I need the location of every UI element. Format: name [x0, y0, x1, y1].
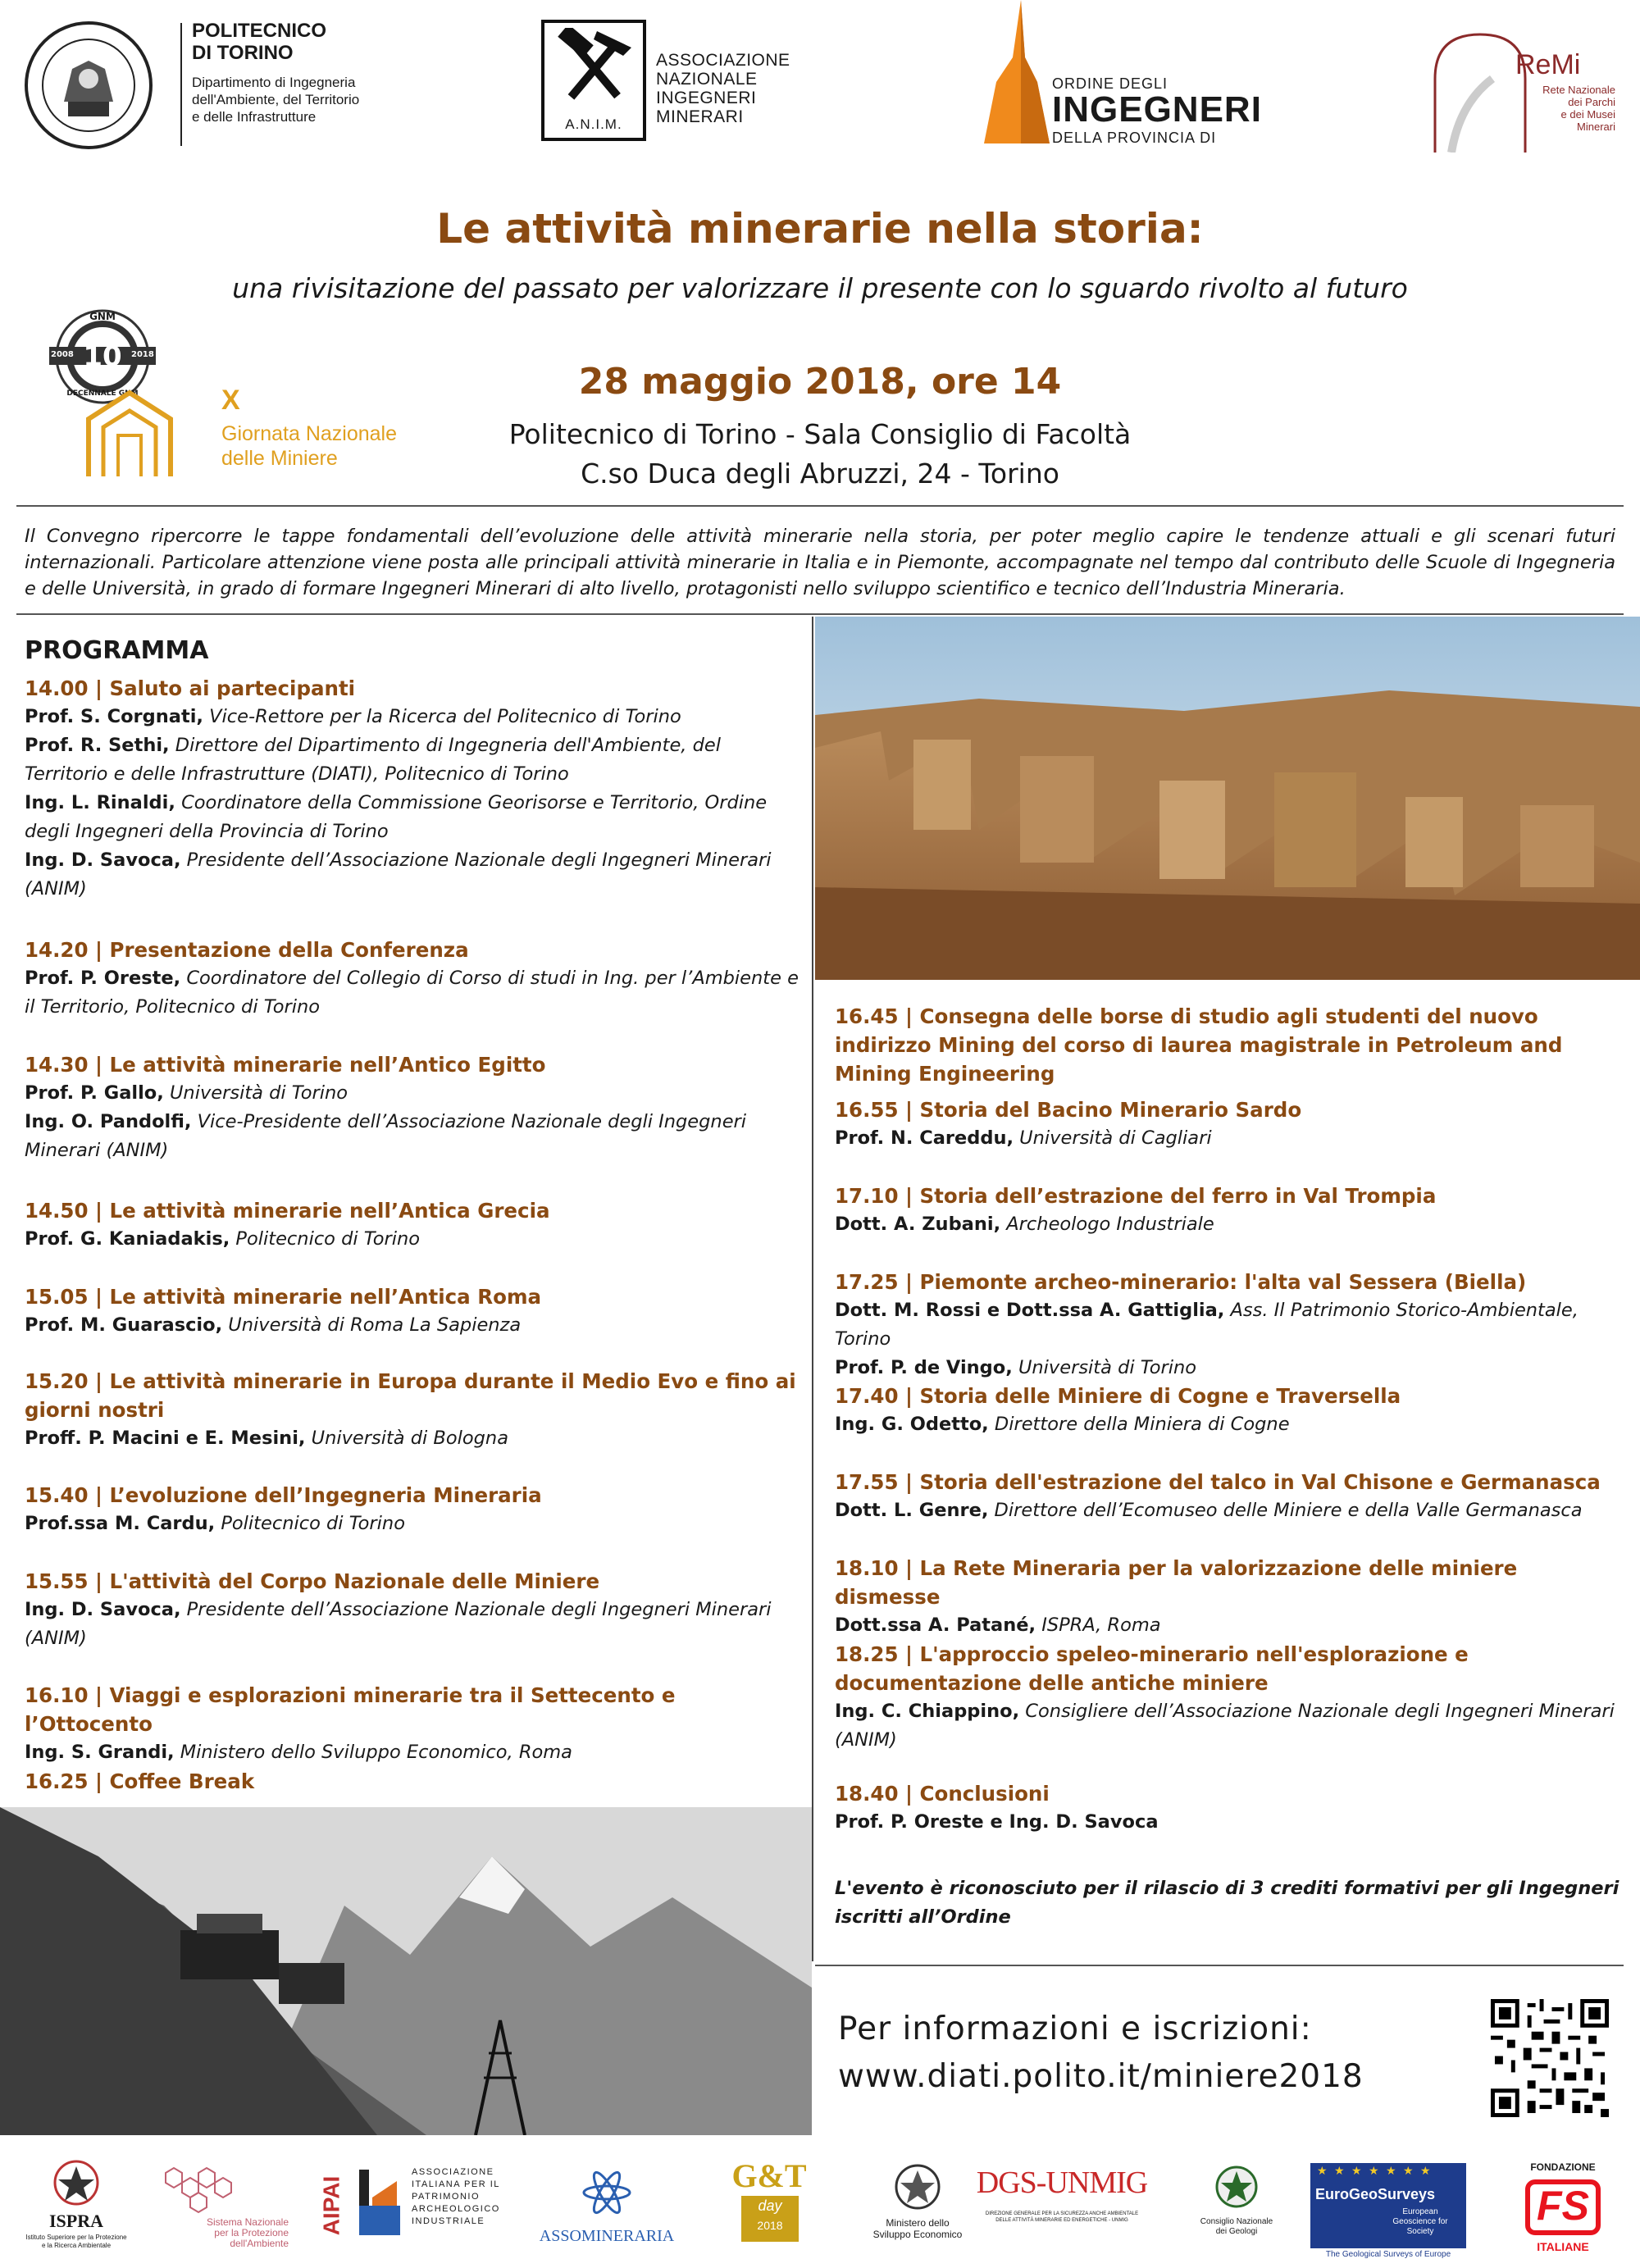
program-speaker: [25, 789, 804, 846]
program-item-title: 15.05 | Le attività minerarie nell’Antica Roma: [25, 1285, 542, 1309]
speaker-role: Coordinatore del Collegio di Corso di studi in Ing. per l’Ambiente e il Territorio, Politecnico di Torino: [25, 968, 799, 1018]
egs-tagline: The Geological Surveys of Europe: [1325, 2250, 1451, 2259]
anim-badge-label: A.N.I.M.: [565, 116, 622, 132]
egs-name: EuroGeoSurveys: [1315, 2186, 1436, 2202]
program-speaker: [835, 1124, 1622, 1153]
program-item-title: 17.25 | Piemonte archeo-minerario: l'alta val Sessera (Biella): [835, 1270, 1527, 1294]
gnm-roman: X: [221, 385, 240, 416]
qr-code-icon[interactable]: [1491, 1999, 1609, 2117]
gnm-year-right: 2018: [131, 350, 154, 359]
ispra-subtitle: Istituto Superiore per la Protezione e la Ricerca Ambientale: [25, 2234, 127, 2249]
speaker-name: Ing. L. Rinaldi,: [25, 792, 175, 813]
program-speaker: [25, 703, 804, 731]
event-address: C.so Duca degli Abruzzi, 24 - Torino: [581, 458, 1059, 490]
speaker-role: Università di Torino: [1012, 1357, 1197, 1378]
republic-emblem-icon: [894, 2163, 941, 2211]
polito-seal-icon: [23, 20, 154, 151]
program-speaker: [25, 1738, 804, 1767]
ordine-line1: ORDINE DEGLI: [1052, 75, 1168, 92]
program-speaker: [25, 1510, 804, 1538]
remi-name: ReMi: [1515, 49, 1581, 80]
assomineraria-logo: [533, 2168, 681, 2258]
anim-badge: [541, 20, 646, 141]
program-item-title: 15.20 | Le attività minerarie in Europa durante il Medio Evo e fino ai giorni nostri: [25, 1369, 796, 1422]
gnm-ring-subtitle: DECENNALE GNM: [66, 389, 139, 398]
egs-stars: ★ ★ ★ ★ ★ ★ ★: [1317, 2165, 1433, 2178]
speaker-role: Coordinatore della Commissione Georisorse e Territorio, Ordine degli Ingegneri della Provincia di Torino: [25, 792, 768, 842]
speaker-name: Prof. N. Careddu,: [835, 1127, 1014, 1149]
speaker-role: Politecnico di Torino: [215, 1513, 405, 1534]
page-title: Le attività minerarie nella storia:: [436, 205, 1204, 253]
speaker-name: Ing. O. Pandolfi,: [25, 1111, 192, 1132]
program-speaker: [835, 1697, 1622, 1755]
program-item: [25, 1767, 804, 1796]
gt-year: 2018: [757, 2219, 783, 2232]
program-item: [25, 1196, 804, 1254]
program-item: [25, 936, 804, 1022]
program-item-title: 16.45 | Consegna delle borse di studio agli studenti del nuovo indirizzo Mining del corso di laurea magistrale in Petroleum and Mining Engineering: [835, 1004, 1563, 1086]
program-item: [835, 1382, 1622, 1439]
program-item: [25, 1282, 804, 1340]
speaker-role: Università di Roma La Sapienza: [222, 1314, 522, 1336]
mountain-mine-photo: [0, 1807, 812, 2135]
speaker-role: Consigliere dell’Associazione Nazionale degli Ingegneri Minerari (ANIM): [835, 1701, 1615, 1751]
speaker-role: Ass. Il Patrimonio Storico-Ambientale, Torino: [835, 1300, 1578, 1350]
program-speaker: [835, 1808, 1622, 1837]
program-item-title: 14.00 | Saluto ai partecipanti: [25, 676, 356, 700]
program-speaker: [25, 731, 804, 789]
program-item: [25, 1481, 804, 1538]
program-speaker: [835, 1611, 1622, 1640]
program-item: [835, 1182, 1622, 1239]
program-item-title: 16.10 | Viaggi e esplorazioni minerarie tra il Settecento e l’Ottocento: [25, 1683, 676, 1736]
speaker-role: Ministero dello Sviluppo Economico, Roma: [174, 1742, 572, 1763]
eurogeosurveys-logo: [1310, 2156, 1466, 2268]
anim-name: ASSOCIAZIONE NAZIONALE INGEGNERI MINERARI: [656, 51, 790, 126]
speaker-role: ISPRA, Roma: [1036, 1614, 1161, 1636]
program-item-title: 15.40 | L’evoluzione dell’Ingegneria Mineraria: [25, 1483, 542, 1507]
speaker-name: Ing. D. Savoca,: [25, 849, 181, 871]
speaker-name: Prof. M. Guarascio,: [25, 1314, 223, 1336]
program-speaker: [25, 1424, 804, 1453]
divider-top: [16, 505, 1624, 507]
program-item-title: 14.30 | Le attività minerarie nell’Antico Egitto: [25, 1053, 546, 1077]
program-item-title: 15.55 | L'attività del Corpo Nazionale delle Miniere: [25, 1569, 600, 1593]
program-speaker: [835, 1496, 1622, 1525]
program-item-title: 16.55 | Storia del Bacino Minerario Sardo: [835, 1098, 1302, 1122]
alpine-mine-image: [0, 1807, 812, 2135]
remi-arch-icon: [1427, 30, 1533, 153]
program-speaker: [25, 846, 804, 904]
speaker-name: Dott. L. Genre,: [835, 1500, 989, 1521]
program-item-title: 14.50 | Le attività minerarie nell’Antica Grecia: [25, 1199, 550, 1223]
hexagon-network-icon: [149, 2156, 256, 2222]
speaker-role: Università di Torino: [163, 1082, 348, 1104]
speaker-name: Prof.ssa M. Cardu,: [25, 1513, 216, 1534]
mole-antonelliana-icon: [980, 0, 1054, 143]
speaker-role: Vice-Presidente dell’Associazione Nazionale degli Ingegneri Minerari (ANIM): [25, 1111, 747, 1161]
gnm-medal-number: 10: [83, 340, 122, 373]
info-title: Per informazioni e iscrizioni:: [838, 2011, 1312, 2047]
speaker-name: Ing. S. Grandi,: [25, 1742, 175, 1763]
program-item: [25, 1567, 804, 1653]
speaker-role: Politecnico di Torino: [230, 1228, 421, 1250]
speaker-name: Prof. R. Sethi,: [25, 735, 170, 756]
cng-logo: [1187, 2165, 1286, 2263]
speaker-role: Direttore della Miniera di Cogne: [988, 1414, 1290, 1435]
program-item: [835, 1468, 1622, 1525]
programma-heading: PROGRAMMA: [25, 636, 209, 665]
gt-sub: day: [758, 2197, 782, 2214]
gnm-ring-text: GNM: [89, 311, 116, 322]
fs-name: FS: [1537, 2183, 1589, 2229]
mine-headframe-icon: [72, 386, 187, 476]
polito-divider: [180, 23, 182, 146]
program-item: [835, 1095, 1622, 1153]
dgs-unmig-logo: [976, 2165, 1148, 2263]
speaker-name: Prof. P. Gallo,: [25, 1082, 164, 1104]
program-item: [25, 1050, 804, 1165]
gnm-line2: delle Miniere: [221, 447, 338, 470]
speaker-name: Prof. S. Corgnati,: [25, 706, 203, 727]
program-item: [835, 1268, 1622, 1382]
fs-top: FONDAZIONE: [1530, 2161, 1596, 2173]
mise-logo: [864, 2156, 971, 2263]
event-date: 28 maggio 2018, ore 14: [578, 361, 1062, 403]
dgs-subtitle: DIREZIONE GENERALE PER LA SICUREZZA ANCHE AMBIENTALE DELLE ATTIVITÀ MINERARIE ED ENERGETICHE - UNMIG: [985, 2211, 1139, 2223]
speaker-name: Ing. C. Chiappino,: [835, 1701, 1020, 1722]
speaker-name: Prof. G. Kaniadakis,: [25, 1228, 230, 1250]
gt-name: G&T: [731, 2157, 807, 2194]
credits-note: L'evento è riconosciuto per il rilascio di 3 crediti formativi per gli Ingegneri iscritti all’Ordine: [835, 1878, 1620, 1928]
snpa-logo: [141, 2156, 305, 2263]
speaker-name: Dott.ssa A. Patané,: [835, 1614, 1036, 1636]
info-url[interactable]: www.diati.polito.it/miniere2018: [838, 2058, 1364, 2095]
ordine-line3: DELLA PROVINCIA DI: [1052, 130, 1217, 146]
program-speaker: [25, 1079, 804, 1108]
gnm-line1: Giornata Nazionale: [221, 422, 398, 445]
gnm-logo: [49, 307, 410, 488]
mise-name: Ministero dello Sviluppo Economico: [872, 2217, 963, 2240]
italian-emblem-icon: [52, 2158, 101, 2207]
speaker-role: Vice-Rettore per la Ricerca del Politecnico di Torino: [203, 706, 681, 727]
column-divider: [812, 617, 813, 1961]
program-item-title: 18.10 | La Rete Mineraria per la valorizzazione delle miniere dismesse: [835, 1556, 1518, 1609]
program-item: [835, 1554, 1622, 1640]
program-item: [25, 674, 804, 904]
polito-department: Dipartimento di Ingegneria dell'Ambiente, del Territorio e delle Infrastrutture: [192, 75, 360, 125]
ruins-photo: [815, 617, 1640, 980]
page-subtitle: una rivisitazione del passato per valorizzare il presente con lo sguardo rivolto al futuro: [232, 272, 1408, 304]
program-item: [835, 1002, 1622, 1088]
aipai-name: AIPAI: [318, 2175, 344, 2236]
dgs-name: DGS-UNMIG: [976, 2166, 1148, 2200]
speaker-name: Proff. P. Macini e E. Mesini,: [25, 1428, 306, 1449]
program-speaker: [25, 1596, 804, 1653]
ordine-line2: INGEGNERI: [1052, 89, 1262, 130]
speaker-name: Ing. D. Savoca,: [25, 1599, 181, 1620]
program-item-title: 17.55 | Storia dell'estrazione del talco in Val Chisone e Germanasca: [835, 1470, 1601, 1494]
anim-logo: [541, 20, 790, 143]
program-speaker: [25, 964, 804, 1022]
speaker-role: Archeologo Industriale: [1000, 1214, 1214, 1235]
program-speaker: [835, 1210, 1622, 1239]
gt-day-logo: [728, 2156, 818, 2263]
program-item-title: 17.40 | Storia delle Miniere di Cogne e Traversella: [835, 1384, 1401, 1408]
program-speaker: [835, 1354, 1622, 1382]
snpa-name: Sistema Nazionale per la Protezione dell'Ambiente: [206, 2216, 289, 2249]
speaker-name: Dott. M. Rossi e Dott.ssa A. Gattiglia,: [835, 1300, 1225, 1321]
speaker-role: Direttore del Dipartimento di Ingegneria dell'Ambiente, del Territorio e delle Infrastrutture (DIATI), Politecnico di Torino: [25, 735, 721, 785]
event-venue: Politecnico di Torino - Sala Consiglio di Facoltà: [508, 418, 1132, 450]
speaker-name: Ing. G. Odetto,: [835, 1414, 989, 1435]
speaker-role: Università di Cagliari: [1014, 1127, 1212, 1149]
ordine-logo: [980, 0, 1275, 148]
speaker-name: Prof. P. de Vingo,: [835, 1357, 1013, 1378]
program-speaker: [25, 1225, 804, 1254]
divider-info: [815, 1965, 1624, 1966]
aipai-mark-icon: [356, 2165, 405, 2247]
ispra-logo: [15, 2156, 138, 2263]
program-item-title: 18.25 | L'approccio speleo-minerario nell'esplorazione e documentazione delle antiche miniere: [835, 1642, 1469, 1695]
program-item: [25, 1681, 804, 1767]
egs-description: European Geoscience for Society: [1392, 2207, 1448, 2236]
aipai-description: ASSOCIAZIONE ITALIANA PER IL PATRIMONIO ARCHEOLOGICO INDUSTRIALE: [412, 2167, 500, 2226]
gnm-year-left: 2008: [51, 350, 74, 359]
cng-name: Consiglio Nazionale dei Geologi: [1200, 2217, 1273, 2236]
program-speaker: [835, 1296, 1622, 1354]
intro-paragraph: Il Convegno ripercorre le tappe fondamentali dell’evoluzione delle attività minerarie nella storia, per poter meglio capire le tendenze attuali e gli scenari futuri internazionali. Particolare attenzione viene posta alle principali attività minerarie in Italia e in Piemonte, accompagnate nel tempo dal contributo delle Scuole di Ingegneria e delle Università, in grado di formare Ingegneri Minerari di alto livello, protagonisti nello sviluppo scientifico e tecnico dell’Industria Mineraria.: [25, 526, 1615, 599]
speaker-name: Dott. A. Zubani,: [835, 1214, 1001, 1235]
program-item-title: 18.40 | Conclusioni: [835, 1782, 1050, 1806]
ispra-name: ISPRA: [48, 2211, 103, 2231]
speaker-role: Presidente dell’Associazione Nazionale degli Ingegneri Minerari (ANIM): [25, 849, 772, 899]
program-speaker: [25, 1311, 804, 1340]
polito-logo: [23, 20, 367, 151]
speaker-role: Presidente dell’Associazione Nazionale degli Ingegneri Minerari (ANIM): [25, 1599, 772, 1649]
geologists-emblem-icon: [1215, 2165, 1258, 2209]
divider-intro: [16, 613, 1624, 615]
program-item: [835, 1779, 1622, 1837]
assomineraria-icon: [581, 2168, 633, 2217]
program-item-title: 16.25 | Coffee Break: [25, 1769, 255, 1793]
program-item-title: 14.20 | Presentazione della Conferenza: [25, 938, 469, 962]
remi-logo: [1427, 30, 1624, 153]
sponsor-strip: [0, 2156, 1640, 2268]
fs-logo: [1506, 2161, 1620, 2265]
hammer-pick-icon: [553, 28, 635, 110]
ancient-mine-ruins-image: [815, 617, 1640, 980]
fs-bottom: ITALIANE: [1537, 2240, 1589, 2253]
speaker-name: Prof. P. Oreste,: [25, 968, 181, 989]
polito-name: POLITECNICO DI TORINO: [192, 20, 327, 64]
speaker-name: Prof. P. Oreste e Ing. D. Savoca: [835, 1811, 1159, 1833]
remi-description: Rete Nazionale dei Parchi e dei Musei Minerari: [1542, 84, 1615, 133]
speaker-role: Direttore dell’Ecomuseo delle Miniere e della Valle Germanasca: [988, 1500, 1583, 1521]
program-item-title: 17.10 | Storia dell’estrazione del ferro in Val Trompia: [835, 1184, 1437, 1208]
program-speaker: [835, 1410, 1622, 1439]
speaker-role: Università di Bologna: [305, 1428, 508, 1449]
program-speaker: [25, 1108, 804, 1165]
assomineraria-name: ASSOMINERARIA: [539, 2227, 675, 2245]
program-item: [25, 1367, 804, 1453]
program-item: [835, 1640, 1622, 1755]
aipai-logo: [318, 2156, 507, 2263]
